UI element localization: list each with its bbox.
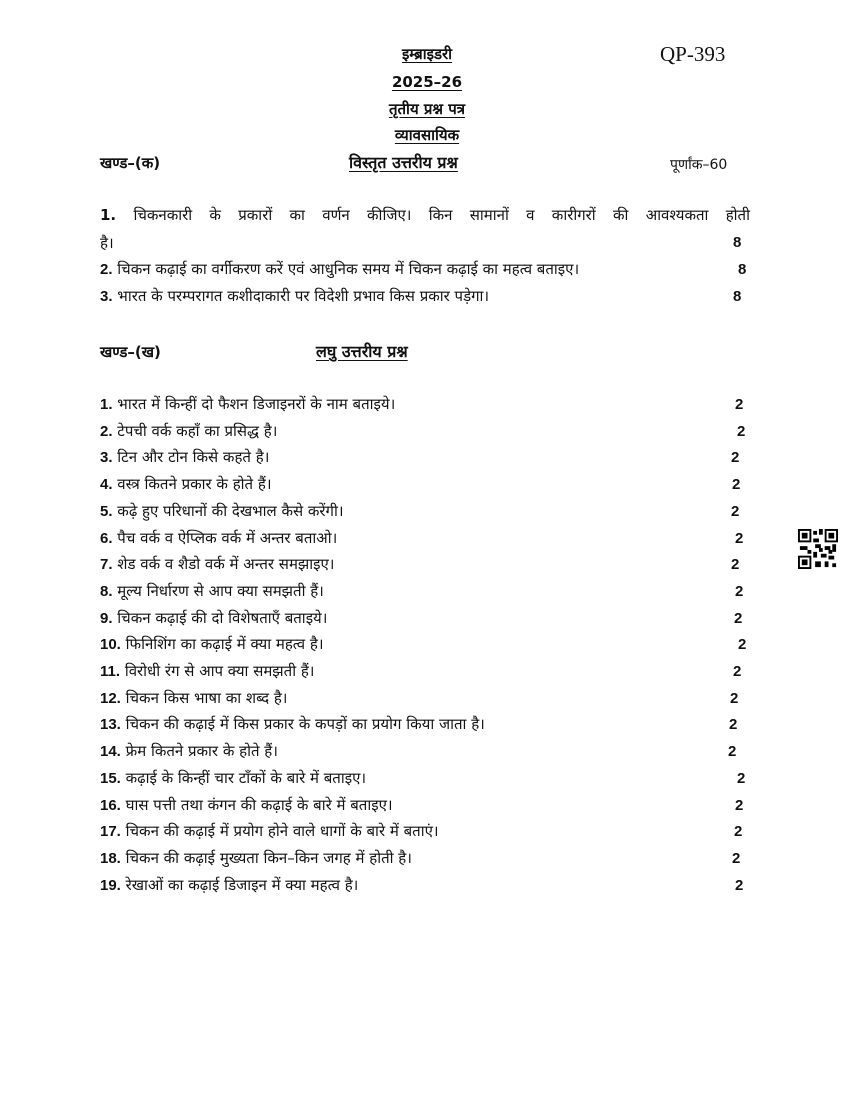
long-question-2 [100, 259, 579, 279]
question-text-line1: चिकनकारी के प्रकारों का वर्णन कीजिए। किन सामानों व कारीगरों की आवश्यकता होती [133, 206, 750, 224]
question-text: घास पत्ती तथा कंगन की कढ़ाई के बारे में बताइए। [125, 795, 393, 814]
question-marks: 2 [732, 476, 741, 494]
short-question-19 [100, 875, 358, 895]
question-marks: 2 [737, 422, 746, 440]
question-text: रेखाओं का कढ़ाई डिजाइन में क्या महत्व है। [125, 875, 359, 894]
question-text: पैच वर्क व ऐप्लिक वर्क में अन्तर बताओ। [117, 528, 338, 547]
question-marks: 2 [729, 716, 738, 734]
short-question-14 [100, 741, 278, 761]
question-marks: 2 [735, 529, 744, 547]
short-question-15 [100, 768, 366, 788]
question-marks: 2 [735, 876, 744, 894]
question-text: भारत में किन्हीं दो फैशन डिजाइनरों के नाम बताइये। [117, 395, 396, 413]
question-number: 8. [100, 582, 113, 600]
question-number: 13. [100, 716, 121, 734]
question-number: 17. [100, 823, 121, 841]
question-number: 11. [100, 663, 121, 680]
question-marks: 8 [733, 234, 742, 251]
question-number: 3. [100, 449, 113, 467]
section-a-label: खण्ड–(क) [100, 154, 161, 172]
question-number: 19. [100, 876, 121, 894]
section-b-label: खण्ड–(ख) [100, 343, 161, 361]
question-text: शेड वर्क व शैडो वर्क में अन्तर समझाइए। [117, 555, 335, 574]
question-marks: 2 [735, 396, 744, 413]
question-text: चिकन की कढ़ाई में प्रयोग होने वाले धागों के बारे में बताएं। [125, 822, 439, 841]
short-question-11 [100, 661, 315, 681]
paper-code: QP-393 [660, 42, 726, 66]
section-a-title: विस्तृत उत्तरीय प्रश्न [349, 153, 458, 172]
short-question-17 [100, 821, 439, 841]
question-text: विरोधी रंग से आप क्या समझती हैं। [124, 662, 315, 680]
short-question-13 [100, 714, 485, 734]
question-text: मूल्य निर्धारण से आप क्या समझती हैं। [117, 581, 324, 600]
question-number: 4. [100, 476, 113, 494]
subject-title: इम्ब्राइडरी [401, 45, 453, 63]
total-marks: पूर्णांक–60 [670, 157, 728, 173]
short-question-18 [100, 848, 412, 868]
short-question-12 [100, 688, 287, 708]
question-marks: 8 [733, 288, 742, 305]
question-number: 1. [100, 396, 113, 413]
question-marks: 2 [730, 689, 739, 707]
long-question-3 [100, 286, 489, 306]
question-number: 14. [100, 743, 121, 761]
question-marks: 2 [732, 849, 741, 867]
question-marks: 2 [731, 502, 740, 520]
question-marks: 8 [738, 261, 747, 278]
question-text: चिकन कढ़ाई का वर्गीकरण करें एवं आधुनिक समय में चिकन कढ़ाई का महत्व बताइए। [117, 260, 580, 278]
question-number: 1. [100, 206, 117, 224]
short-question-6 [100, 528, 337, 548]
short-question-8 [100, 581, 324, 601]
question-number: 2. [100, 261, 113, 278]
question-marks: 2 [738, 636, 747, 654]
question-number: 18. [100, 849, 121, 867]
question-marks: 2 [734, 823, 743, 841]
short-question-4 [100, 474, 272, 494]
short-question-7 [100, 554, 335, 574]
question-text: कढ़े हुए परिधानों की देखभाल कैसे करेंगी। [117, 501, 344, 520]
short-question-16 [100, 795, 393, 815]
question-text: चिकन की कढ़ाई में किस प्रकार के कपड़ों का प्रयोग किया जाता है। [125, 715, 485, 734]
short-question-3 [100, 447, 269, 467]
short-question-5 [100, 501, 344, 521]
question-number: 7. [100, 556, 113, 574]
question-text: टेपची वर्क कहाँ का प्रसिद्ध है। [117, 421, 278, 440]
section-b-title: लघु उत्तरीय प्रश्न [316, 342, 408, 361]
question-text: टिन और टोन किसे कहते है। [117, 448, 270, 467]
short-question-10 [100, 634, 324, 654]
question-number: 12. [100, 689, 121, 707]
paper-name: तृतीय प्रश्न पत्र [388, 100, 466, 118]
short-question-1 [100, 394, 395, 414]
question-marks: 2 [728, 743, 737, 761]
question-text: चिकन कढ़ाई की दो विशेषताएँ बताइये। [117, 608, 328, 627]
short-question-9 [100, 608, 327, 628]
question-text: कढ़ाई के किन्हीं चार टाँकों के बारे में बताइए। [125, 768, 367, 787]
question-number: 9. [100, 609, 113, 627]
question-number: 5. [100, 502, 113, 520]
question-marks: 2 [735, 582, 744, 600]
question-text: वस्त्र कितने प्रकार के होते हैं। [117, 475, 272, 494]
question-marks: 2 [734, 609, 743, 627]
question-text-line2: है। [100, 234, 114, 252]
session-year: 2025–26 [391, 73, 463, 91]
question-marks: 2 [733, 663, 742, 680]
question-marks: 2 [735, 796, 744, 814]
paper-type: व्यावसायिक [394, 126, 460, 144]
question-marks: 2 [731, 556, 740, 574]
question-text: भारत के परम्परागत कशीदाकारी पर विदेशी प्रभाव किस प्रकार पड़ेगा। [117, 287, 490, 305]
question-text: फ्रेम कितने प्रकार के होते हैं। [125, 742, 278, 761]
question-marks: 2 [731, 449, 740, 467]
question-number: 6. [100, 529, 113, 547]
qr-code-icon [798, 529, 838, 569]
question-text: चिकन की कढ़ाई मुख्यता किन–किन जगह में होती है। [125, 848, 412, 867]
question-number: 16. [100, 796, 121, 814]
short-question-2 [100, 421, 277, 441]
question-number: 10. [100, 636, 121, 654]
long-question-1 [100, 202, 750, 228]
question-text: चिकन किस भाषा का शब्द है। [125, 688, 288, 707]
long-question-1-cont [100, 233, 114, 253]
question-number: 2. [100, 422, 113, 440]
question-text: फिनिशिंग का कढ़ाई में क्या महत्व है। [125, 635, 324, 654]
question-number: 15. [100, 769, 121, 787]
question-number: 3. [100, 288, 113, 305]
question-marks: 2 [737, 769, 746, 787]
